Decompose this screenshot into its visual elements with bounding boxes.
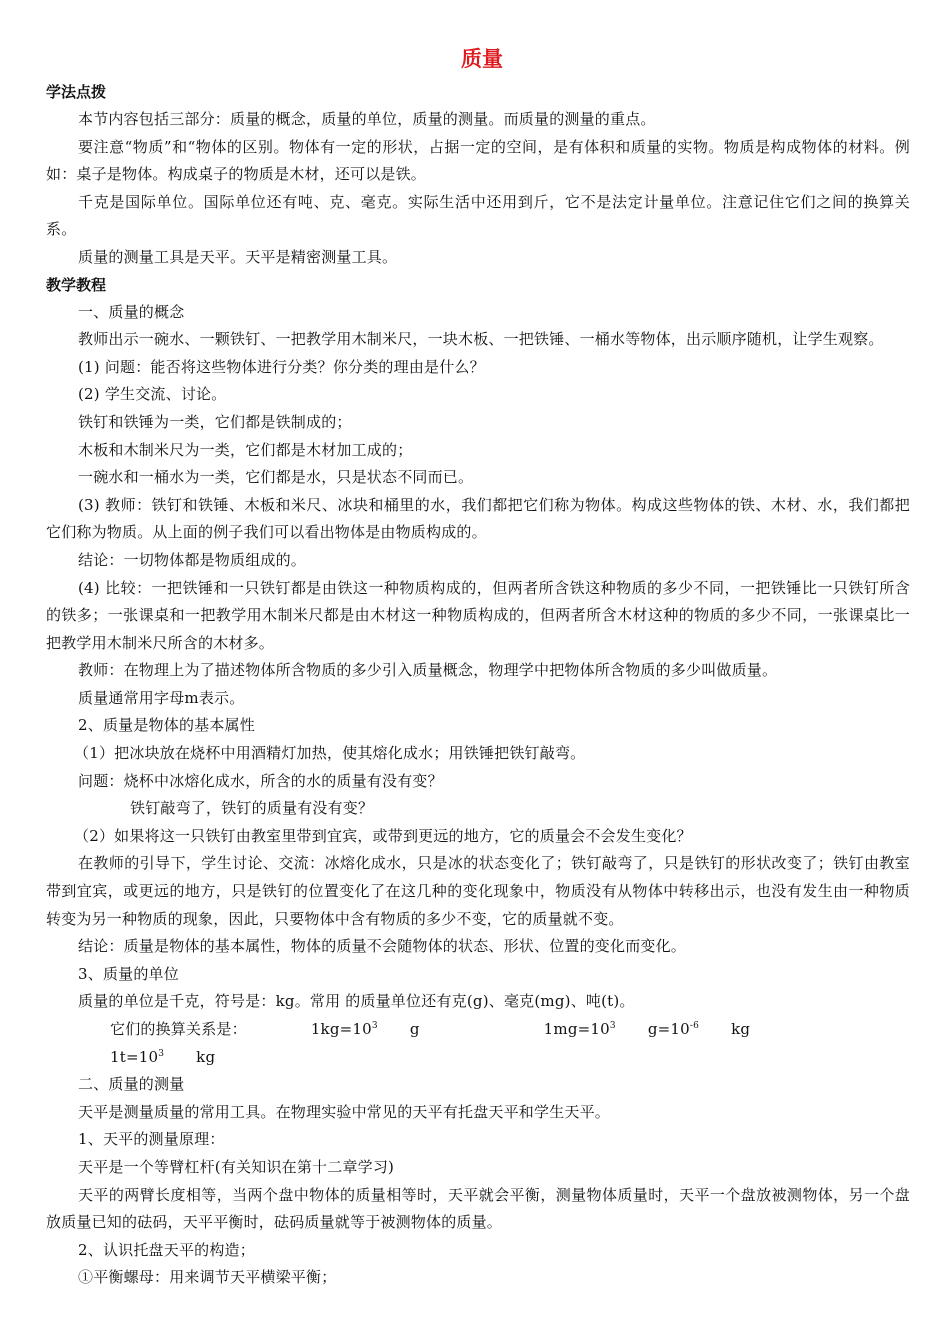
paragraph: （2）如果将这一只铁钉由教室里带到宜宾，或带到更远的地方，它的质量会不会发生变化？ (74, 826, 692, 845)
conversion-prefix: 它们的换算关系是： (110, 1020, 247, 1038)
paragraph: 2、认识托盘天平的构造； (78, 1240, 255, 1259)
unit-conversion-line (46, 1016, 910, 1071)
paragraph: (1) 问题：能否将这些物体进行分类？你分类的理由是什么？ (78, 357, 485, 376)
paragraph: 要注意“物质”和“物体的区别。物体有一定的形状，占据一定的空间，是有体积和质量的实物。物质是构成物体的材料。例如：桌子是物体。构成桌子的物质是木材，还可以是铁。 (46, 137, 910, 184)
paragraph: 质量的测量工具是天平。天平是精密测量工具。 (78, 247, 398, 266)
formula-mg-g-kg: $1mg=10^3$ $g=10^{-6}$ kg (543, 1020, 751, 1038)
paragraph: 天平是一个等臂杠杆(有关知识在第十二章学习) (78, 1157, 395, 1176)
paragraph: 质量通常用字母m表示。 (78, 688, 245, 707)
section-heading-teaching: 教学教程 (46, 275, 107, 294)
subsection-heading: 二、质量的测量 (78, 1075, 185, 1094)
paragraph: 教师出示一碗水、一颗铁钉、一把教学用木制米尺，一块木板、一把铁锤、一桶水等物体，出示顺序随机，让学生观察。 (78, 330, 884, 349)
paragraph: 天平的两臂长度相等，当两个盘中物体的质量相等时，天平就会平衡，测量物体质量时，天平一个盘放被测物体，另一个盘放质量已知的砝码，天平平衡时，砝码质量就等于被测物体的质量。 (46, 1185, 910, 1232)
subsection-heading: 2、质量是物体的基本属性 (78, 716, 255, 735)
paragraph: 铁钉敲弯了，铁钉的质量有没有变？ (130, 799, 374, 818)
paragraph: 结论：质量是物体的基本属性，物体的质量不会随物体的状态、形状、位置的变化而变化。 (78, 937, 687, 956)
paragraph: 一碗水和一桶水为一类，它们都是水，只是状态不同而已。 (78, 468, 474, 487)
paragraph: 1、天平的测量原理： (78, 1130, 225, 1149)
paragraph: 千克是国际单位。国际单位还有吨、克、毫克。实际生活中还用到斤，它不是法定计量单位。注意记住它们之间的换算关系。 (46, 192, 910, 239)
subsection-heading: 一、质量的概念 (78, 302, 185, 321)
paragraph: 在教师的引导下，学生讨论、交流：冰熔化成水，只是冰的状态变化了；铁钉敲弯了，只是铁钉的形状改变了；铁钉由教室带到宜宾，或更远的地方，只是铁钉的位置变化了在这几种的变化现象中，物质没有从物体中转移出示，也没有发生由一种物质转变为另一种物质的现象，因此，只要物体中含有物质的多少不变，它的质量就不变。 (46, 854, 910, 928)
paragraph: ①平衡螺母：用来调节天平横梁平衡； (78, 1268, 337, 1287)
page-title: 质量 (461, 47, 503, 71)
formula-t-kg: $1t=10^3$ kg (110, 1047, 216, 1066)
paragraph: 结论：一切物体都是物质组成的。 (78, 550, 307, 569)
paragraph: (3) 教师：铁钉和铁锤、木板和米尺、冰块和桶里的水，我们都把它们称为物体。构成这些物体的铁、木材、水，我们都把它们称为物质。从上面的例子我们可以看出物体是由物质构成的。 (46, 495, 910, 542)
paragraph: (2) 学生交流、讨论。 (78, 385, 227, 404)
paragraph: 教师：在物理上为了描述物体所含物质的多少引入质量概念，物理学中把物体所含物质的多少叫做质量。 (78, 661, 778, 680)
formula-kg-g: $1kg=10^3$ g (310, 1020, 420, 1038)
paragraph: (4) 比较：一把铁锤和一只铁钉都是由铁这一种物质构成的，但两者所含铁这种物质的多少不同，一把铁锤比一只铁钉所含的铁多；一张课桌和一把教学用木制米尺都是由木材这一种物质构成的，但两者所含木材这种的物质的多少不同，一张课桌比一把教学用木制米尺所含的木材多。 (46, 578, 910, 652)
paragraph: 问题：烧杯中冰熔化成水，所含的水的质量有没有变？ (78, 771, 443, 790)
paragraph: 本节内容包括三部分：质量的概念，质量的单位，质量的测量。而质量的测量的重点。 (78, 110, 656, 128)
paragraph: 天平是测量质量的常用工具。在物理实验中常见的天平有托盘天平和学生天平。 (78, 1102, 611, 1121)
paragraph: 质量的单位是千克，符号是：kg。常用 的质量单位还有克(g)、毫克(mg)、吨(t)。 (78, 992, 635, 1011)
paragraph: （1）把冰块放在烧杯中用酒精灯加热，使其熔化成水；用铁锤把铁钉敲弯。 (74, 744, 586, 763)
paragraph: 木板和木制米尺为一类，它们都是木材加工成的； (78, 440, 413, 459)
paragraph: 铁钉和铁锤为一类，它们都是铁制成的； (78, 412, 352, 431)
subsection-heading: 3、质量的单位 (78, 964, 179, 983)
section-heading-method: 学法点拨 (46, 83, 107, 101)
